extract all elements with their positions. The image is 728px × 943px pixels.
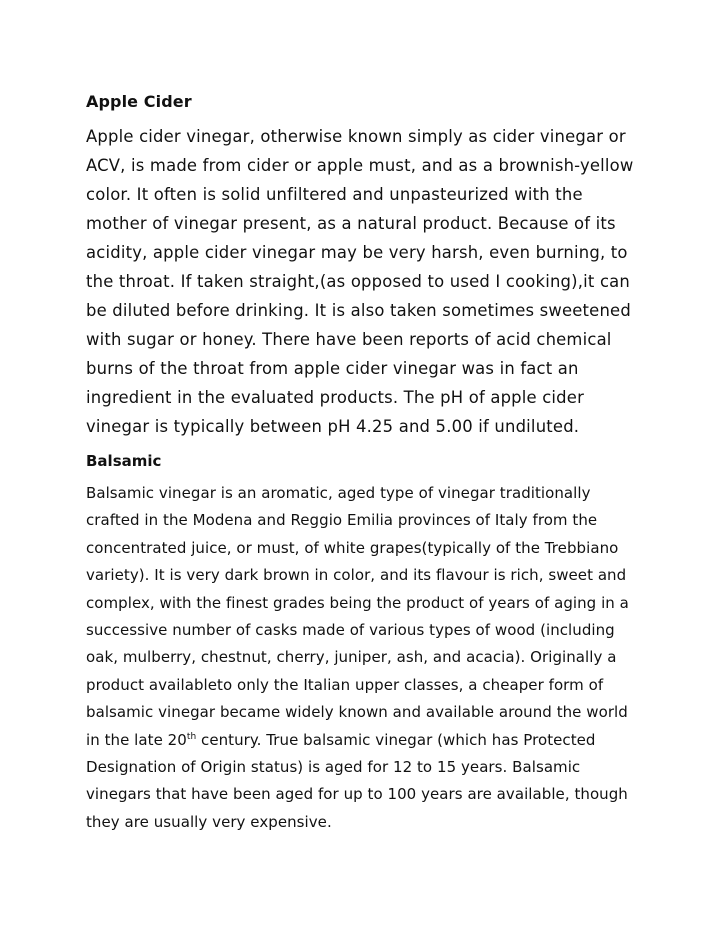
document-content xyxy=(86,88,646,836)
balsamic-body-part-2: century. True balsamic vinegar (which has Protected Designation of Origin status) is aged for 12 to 15 years. Balsamic vinegars that have been aged for up to 100 years are available, though they are usually very expensive. xyxy=(86,730,628,831)
section-heading-balsamic: Balsamic xyxy=(86,452,162,470)
section-heading-apple-cider: Apple Cider xyxy=(86,92,192,111)
section-body-balsamic xyxy=(86,480,646,836)
balsamic-body-part-1: Balsamic vinegar is an aromatic, aged type of vinegar traditionally crafted in the Modena and Reggio Emilia provinces of Italy from the concentrated juice, or must, of white grapes(typically of the Trebbiano variety). It is very dark brown in color, and its flavour is rich, sweet and complex, with the finest grades being the product of years of aging in a successive number of casks made of various types of wood (including oak, mulberry, chestnut, cherry, juniper, ash, and acacia). Originally a product availableto only the Italian upper classes, a cheaper form of balsamic vinegar became widely known and available around the world in the late 20 xyxy=(86,484,629,749)
ordinal-superscript: th xyxy=(186,731,197,742)
section-body-apple-cider: Apple cider vinegar, otherwise known simply as cider vinegar or ACV, is made from cider or apple must, and as a brownish-yellow color. It often is solid unfiltered and unpasteurized with the mother of vinegar present, as a natural product. Because of its acidity, apple cider vinegar may be very harsh, even burning, to the throat. If taken straight,(as opposed to used I cooking),it can be diluted before drinking. It is also taken sometimes sweetened with sugar or honey. There have been reports of acid chemical burns of the throat from apple cider vinegar was in fact an ingredient in the evaluated products. The pH of apple cider vinegar is typically between pH 4.25 and 5.00 if undiluted. xyxy=(86,127,634,436)
